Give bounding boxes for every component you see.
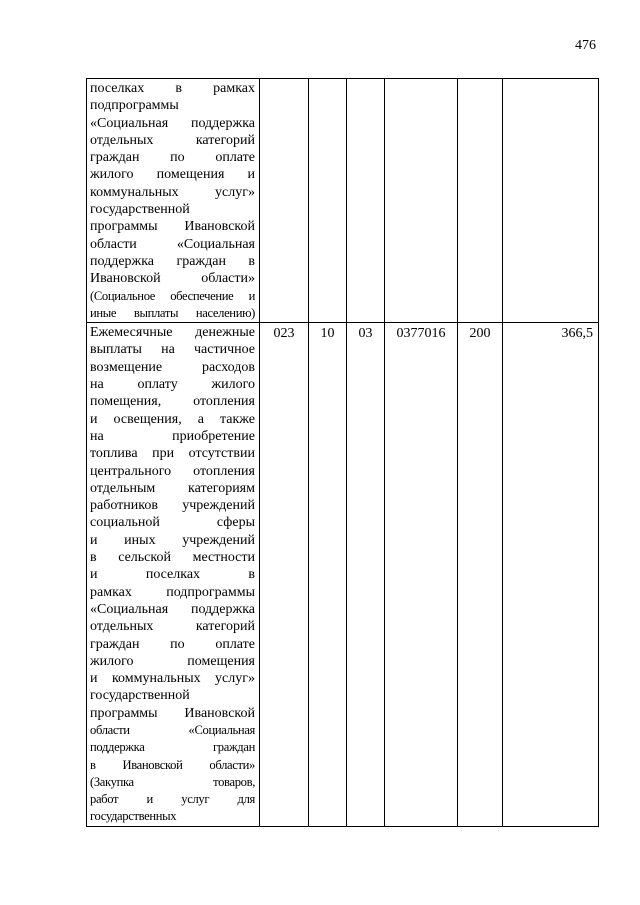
description-line: граждан по оплате xyxy=(90,636,255,652)
amount-cell: 366,5 xyxy=(503,323,599,827)
description-line: поддержка граждан xyxy=(90,740,255,755)
description-line: жилого помещения и xyxy=(90,167,255,183)
description-line: государственной xyxy=(90,202,190,218)
description-line: выплаты на частичное xyxy=(90,342,255,358)
description-line: государственных xyxy=(90,809,177,824)
description-line: возмещение расходов xyxy=(90,359,255,375)
description-line: подпрограммы xyxy=(90,98,179,114)
description-line: отдельных категорий xyxy=(90,619,255,635)
expense-type-cell: 200 xyxy=(458,323,503,827)
ministry-code-cell: 023 xyxy=(260,323,309,827)
description-line: топлива при отсутствии xyxy=(90,446,255,462)
table-row xyxy=(87,79,599,323)
description-line: и освещения, а также xyxy=(90,411,255,427)
ministry-code-cell xyxy=(260,79,309,323)
description-line: социальной сферы xyxy=(90,515,255,531)
description-line: «Социальная поддержка xyxy=(90,601,255,617)
table-row xyxy=(87,323,599,827)
description-line: «Социальная поддержка xyxy=(90,115,255,131)
description-line: области «Социальная xyxy=(90,236,255,252)
description-line: поддержка граждан в xyxy=(90,253,255,269)
target-article-cell xyxy=(385,79,458,323)
description-line: (Закупка товаров, xyxy=(90,774,255,789)
description-line: отдельных категорий xyxy=(90,132,255,148)
description-line: в Ивановской области» xyxy=(90,757,255,772)
amount-cell xyxy=(503,79,599,323)
description-line: области «Социальная xyxy=(90,722,255,737)
description-line: программы Ивановской xyxy=(90,705,255,721)
subsection-code-cell: 03 xyxy=(347,323,385,827)
description-line: работников учреждений xyxy=(90,498,255,514)
row-description xyxy=(87,323,260,827)
subsection-code-cell xyxy=(347,79,385,323)
description-line: и иных учреждений xyxy=(90,532,255,548)
description-line: жилого помещения xyxy=(90,653,255,669)
description-line: центрального отопления xyxy=(90,463,255,479)
description-line: в сельской местности xyxy=(90,550,255,566)
target-article-cell: 0377016 xyxy=(385,323,458,827)
description-line: граждан по оплате xyxy=(90,150,255,166)
description-line: на приобретение xyxy=(90,428,255,444)
description-line: отдельным категориям xyxy=(90,480,255,496)
expense-type-cell xyxy=(458,79,503,323)
section-code-cell xyxy=(309,79,347,323)
description-line: работ и услуг для xyxy=(90,792,255,807)
description-line: помещения, отопления xyxy=(90,394,255,410)
row-description xyxy=(87,79,260,323)
description-line: поселках в рамках xyxy=(90,81,255,96)
description-line: государственной xyxy=(90,688,190,704)
description-line: и поселках в xyxy=(90,567,255,583)
description-line: коммунальных услуг» xyxy=(90,184,255,200)
description-line: (Социальное обеспечение и xyxy=(90,288,255,303)
description-line: рамках подпрограммы xyxy=(90,584,255,600)
description-line: программы Ивановской xyxy=(90,219,255,235)
description-line: на оплату жилого xyxy=(90,377,255,393)
description-line: иные выплаты населению) xyxy=(90,305,255,320)
section-code-cell: 10 xyxy=(309,323,347,827)
page-number: 476 xyxy=(575,38,596,53)
description-line: Ежемесячные денежные xyxy=(90,325,255,341)
description-line: Ивановской области» xyxy=(90,271,255,287)
description-line: и коммунальных услуг» xyxy=(90,671,255,687)
budget-table xyxy=(86,78,599,827)
